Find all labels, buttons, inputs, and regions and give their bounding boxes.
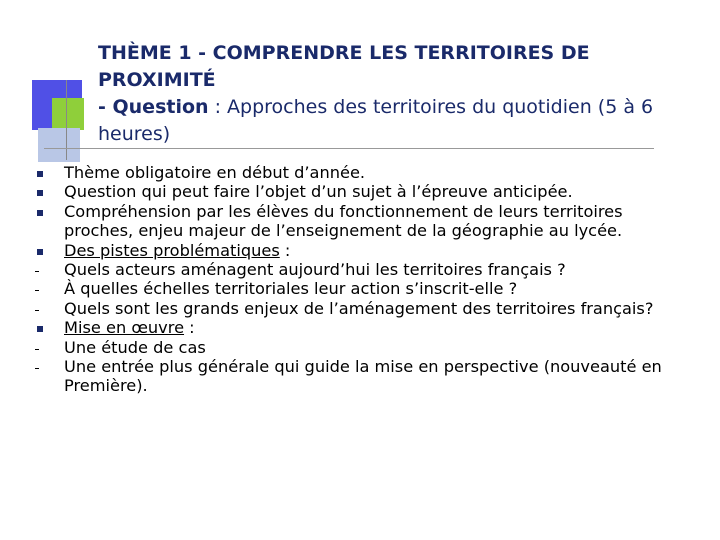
square-bullet-icon bbox=[36, 163, 56, 182]
list-item bbox=[36, 241, 696, 260]
slide-title-question-text: : Approches des territoires du quotidien (5 à 6 heures) bbox=[98, 96, 654, 145]
list-item-text: Quels acteurs aménagent aujourd’hui les territoires français ? bbox=[64, 260, 566, 280]
dash-bullet-icon bbox=[36, 299, 56, 318]
list-item bbox=[36, 260, 696, 279]
dash-bullet-icon bbox=[36, 357, 56, 376]
list-item bbox=[36, 299, 696, 318]
list-item bbox=[36, 182, 696, 201]
dash-bullet-icon bbox=[36, 338, 56, 357]
content-bullet-list bbox=[36, 163, 696, 396]
list-item-text: Quels sont les grands enjeux de l’aménagement des territoires français? bbox=[64, 298, 654, 318]
dash-bullet-icon bbox=[36, 279, 56, 298]
square-bullet-icon bbox=[36, 241, 56, 260]
square-bullet-icon bbox=[36, 318, 56, 337]
dash-bullet-icon bbox=[36, 260, 56, 279]
list-item bbox=[36, 279, 696, 298]
list-item-text: Question qui peut faire l’objet d’un sujet à l’épreuve anticipée. bbox=[64, 182, 573, 202]
list-item-suffix: : bbox=[279, 240, 291, 260]
slide-title bbox=[98, 40, 688, 148]
list-item-text: Une entrée plus générale qui guide la mise en perspective (nouveauté en Première). bbox=[64, 357, 662, 396]
decorative-lightblue-square bbox=[38, 128, 80, 162]
list-item bbox=[36, 163, 696, 182]
list-item-text: Une étude de cas bbox=[64, 337, 206, 357]
list-item-underlined-text: Des pistes problématiques bbox=[64, 240, 280, 260]
list-item bbox=[36, 202, 696, 241]
list-item-text: Thème obligatoire en début d’année. bbox=[64, 163, 366, 182]
list-item-text: Compréhension par les élèves du fonctionnement de leurs territoires proches, enjeu majeur de l’enseignement de la géographie au lycée. bbox=[64, 201, 623, 241]
list-item-text: À quelles échelles territoriales leur action s’inscrit-elle ? bbox=[64, 279, 518, 299]
square-bullet-icon bbox=[36, 182, 56, 201]
title-divider-line bbox=[44, 148, 654, 149]
list-item-underlined-text: Mise en œuvre bbox=[64, 318, 185, 338]
list-item bbox=[36, 318, 696, 337]
list-item bbox=[36, 338, 696, 357]
slide-title-line-1: THÈME 1 - COMPRENDRE LES TERRITOIRES DE PROXIMITÉ bbox=[98, 42, 590, 91]
square-bullet-icon bbox=[36, 202, 56, 221]
slide-title-line-2 bbox=[98, 94, 688, 148]
list-item-suffix: : bbox=[184, 318, 195, 338]
list-item bbox=[36, 357, 696, 396]
slide-title-question-label: - Question bbox=[98, 96, 209, 118]
decorative-green-square bbox=[52, 98, 84, 130]
